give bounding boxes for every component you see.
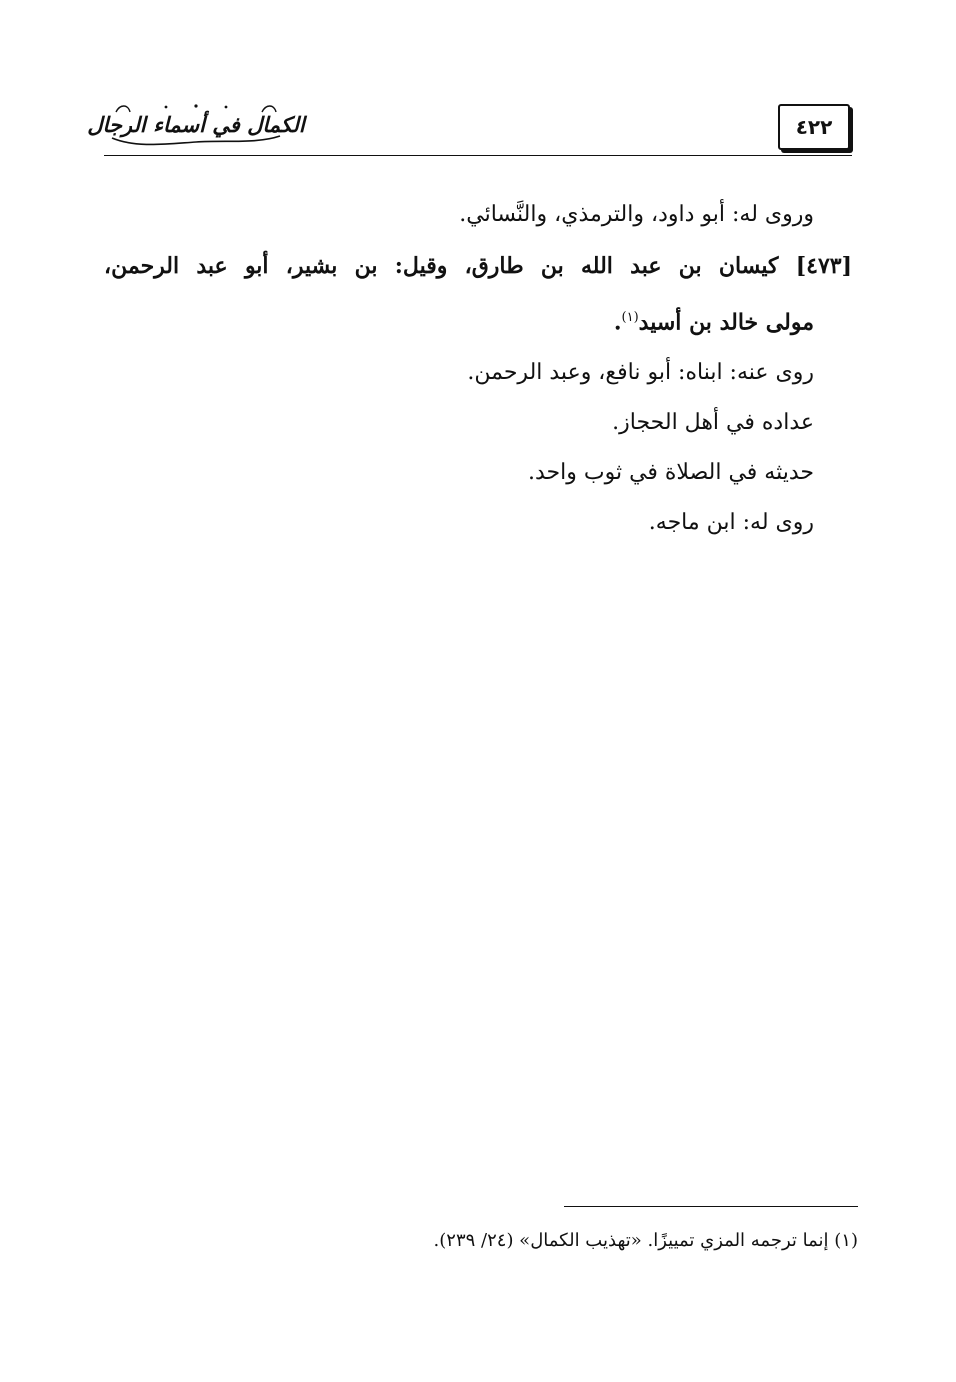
page-body: [104, 190, 852, 548]
page-number: ٤٢٢: [795, 115, 833, 139]
entry-heading-continuation: [104, 292, 852, 348]
footnote-marker: (١): [834, 1230, 858, 1251]
running-title: [87, 98, 305, 150]
entry-heading-end: .: [613, 309, 622, 336]
hadith-line: حديثه في الصلاة في ثوب واحد.: [528, 460, 814, 486]
entry-heading-line-2: مولى خالد بن أسيد: [638, 309, 814, 336]
entry-number: [٤٧٣]: [795, 253, 852, 279]
running-title-text: الكمال في أسماء الرجال: [87, 111, 305, 137]
entry-heading: [104, 240, 852, 292]
region-line: عداده في أهل الحجاز.: [612, 410, 814, 436]
page-number-box: [778, 104, 850, 150]
transmitted-by-line: روى له: ابن ماجه.: [648, 510, 814, 536]
page-header: [87, 96, 852, 158]
footnotes: [104, 1224, 858, 1258]
footnote-text: إنما ترجمه المزي تمييزًا. «تهذيب الكمال» (٢٤/ ٢٣٩).: [433, 1230, 829, 1251]
footnote-1: [104, 1224, 858, 1258]
transmitted-by-line-previous: وروى له: أبو داود، والترمذي، والنَّسائي.: [459, 202, 814, 227]
narrators-line: روى عنه: ابناه: أبو نافع، وعبد الرحمن.: [467, 360, 814, 386]
header-rule: [104, 155, 852, 156]
entry-heading-line-1: كيسان بن عبد الله بن طارق، وقيل: بن بشير، أبو عبد الرحمن،: [104, 253, 779, 279]
footnote-separator: [564, 1206, 858, 1207]
footnote-reference[interactable]: (١): [621, 310, 639, 325]
